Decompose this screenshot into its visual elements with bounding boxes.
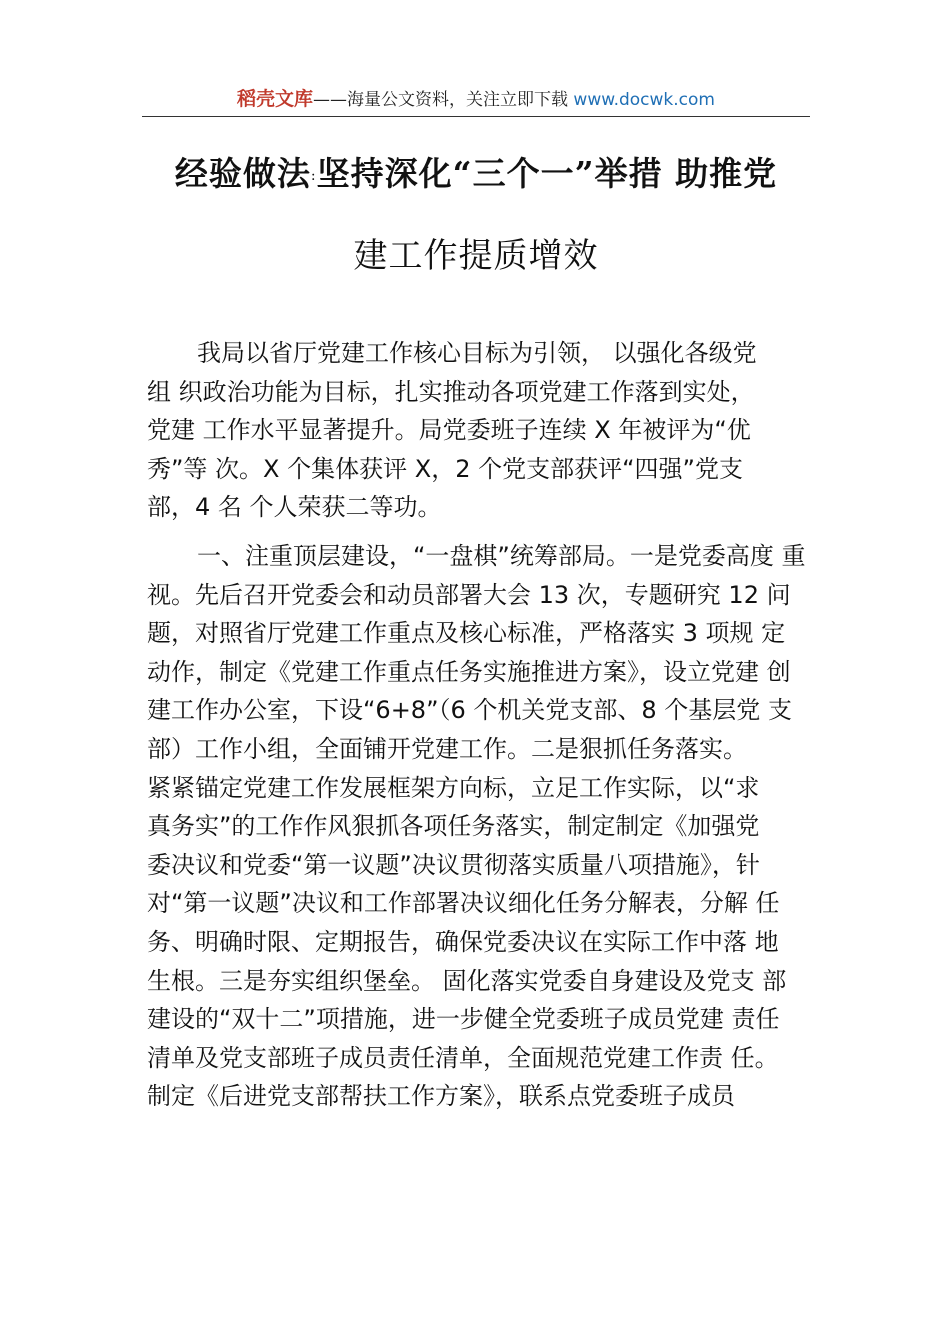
document-title-line-2: 建工作提质增效 [353, 236, 599, 276]
paragraph-2-line: 建工作办公室，下设“6+8”（6 个机关党支部、8 个基层党 支 [147, 696, 792, 725]
paragraph-2-line: 一、注重顶层建设，“一盘棋”统筹部局。一是党委高度 重 [197, 541, 806, 570]
paragraph-2-line: 真务实”的工作作风狠抓各项任务落实，制定制定《加强党 [147, 812, 760, 841]
paragraph-2-line: 题，对照省厅党建工作重点及核心标准，严格落实 3 项规 定 [147, 619, 786, 648]
paragraph-2-line: 部）工作小组，全面铺开党建工作。二是狠抓任务落实。 [147, 734, 747, 763]
document-header [142, 84, 810, 114]
paragraph-2-line: 动作，制定《党建工作重点任务实施推进方案》，设立党建 创 [147, 657, 791, 686]
paragraph-2-line: 制定《后进党支部帮扶工作方案》，联系点党委班子成员 [147, 1082, 735, 1111]
document-title-line-1 [140, 148, 812, 195]
paragraph-1-line: 党建 工作水平显著提升。局党委班子连续 X 年被评为“优 [147, 416, 751, 445]
title-part-b: 坚持深化“三个一”举措 助推党 [316, 154, 778, 193]
title-part-a: 经验做法 [174, 154, 311, 193]
document-body [147, 334, 817, 1116]
paragraph-2-line: 清单及党支部班子成员责任清单，全面规范党建工作责 任。 [147, 1043, 779, 1072]
header-divider [142, 116, 810, 117]
header-slogan: ——海量公文资料，关注立即下载 [313, 90, 574, 110]
brand-name: 稻壳文库 [237, 88, 314, 110]
paragraph-2-line: 紧紧锚定党建工作发展框架方向标，立足工作实际，以“求 [147, 773, 760, 802]
paragraph-2-line: 建设的“双十二”项措施，进一步健全党委班子成员党建 责任 [147, 1005, 780, 1034]
paragraph-1-line: 秀”等 次。X 个集体获评 X，2 个党支部获评“四强”党支 [147, 454, 743, 483]
paragraph-2-line: 视。先后召开党委会和动员部署大会 13 次，专题研究 12 问 [147, 580, 791, 609]
paragraph-gap [147, 527, 817, 537]
paragraph-2-line: 委决议和党委“第一议题”决议贯彻落实质量八项措施》，针 [147, 850, 760, 879]
paragraph-2-line: 务、明确时限、定期报告，确保党委决议在实际工作中落 地 [147, 927, 779, 956]
paragraph-2-line: 生根。三是夯实组织堡垒。 固化落实党委自身建设及党支 部 [147, 966, 787, 995]
paragraph-1-line: 组 织政治功能为目标，扎实推动各项党建工作落到实处， [147, 377, 755, 406]
site-link[interactable]: www.docwk.com [573, 90, 715, 110]
title-colon: : [310, 168, 317, 184]
paragraph-1-line: 我局以省厅党建工作核心目标为引领， 以强化各级党 [197, 339, 757, 367]
paragraph-2-line: 对“第一议题”决议和工作部署决议细化任务分解表，分解 任 [147, 889, 780, 918]
paragraph-1-line: 部，4 名 个人荣获二等功。 [147, 493, 442, 522]
